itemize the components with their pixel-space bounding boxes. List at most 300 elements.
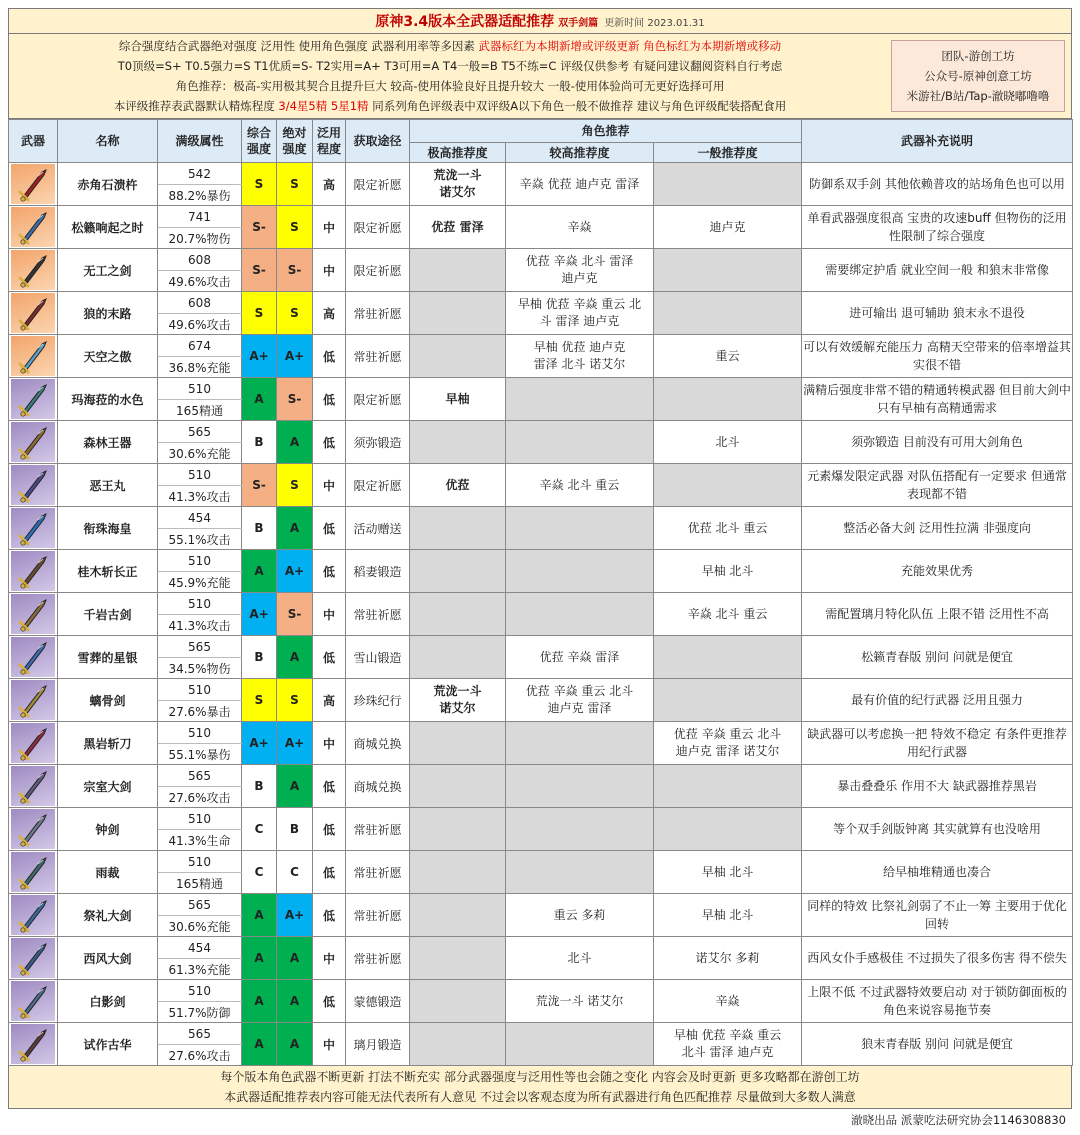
acquire-source: 限定祈愿	[346, 163, 410, 206]
weapon-note: 上限不低 不过武器特效要启动 对于锁防御面板的角色来说容易拖节奏	[802, 980, 1073, 1023]
weapon-note: 进可输出 退可辅助 狼末永不退役	[802, 292, 1073, 335]
medium-recommend: 优菈 辛焱 雷泽	[506, 636, 654, 679]
weapon-sub-stat: 27.6%攻击	[158, 1045, 242, 1066]
absolute-tier: A	[277, 507, 313, 550]
versatility-level: 中	[313, 206, 346, 249]
footer-line-2: 本武器适配推荐表内容可能无法代表所有人意见 不过会以客观态度为所有武器进行角色匹配推荐 尽量做到大多数人满意	[224, 1090, 856, 1104]
medium-recommend	[506, 378, 654, 421]
acquire-source: 活动赠送	[346, 507, 410, 550]
claymore-icon	[16, 682, 50, 718]
medium-recommend: 荒泷一斗 诺艾尔	[506, 980, 654, 1023]
header-versatility: 泛用程度	[313, 120, 346, 163]
weapon-name: 赤角石溃杵	[58, 163, 158, 206]
intro-line-1b: 武器标红为本期新增或评级更新 角色标红为本期新增或移动	[478, 39, 782, 53]
header-weapon: 武器	[9, 120, 58, 163]
weapon-sub-stat: 49.6%攻击	[158, 314, 242, 335]
weapon-sheet	[8, 8, 1072, 1128]
overall-tier: B	[242, 765, 277, 808]
weapon-name: 桂木斩长正	[58, 550, 158, 593]
normal-recommend	[654, 464, 802, 507]
high-recommend	[410, 980, 506, 1023]
weapon-sub-stat: 55.1%暴伤	[158, 744, 242, 765]
weapon-note: 等个双手剑版钟离 其实就算有也没啥用	[802, 808, 1073, 851]
versatility-level: 低	[313, 765, 346, 808]
claymore-icon	[16, 510, 50, 546]
intro-panel	[8, 34, 1072, 119]
overall-tier: S	[242, 292, 277, 335]
medium-recommend	[506, 507, 654, 550]
medium-recommend: 北斗	[506, 937, 654, 980]
weapon-sub-stat: 27.6%暴击	[158, 701, 242, 722]
overall-tier: A+	[242, 722, 277, 765]
weapon-icon-cell	[9, 593, 58, 636]
team-credit-box	[891, 40, 1065, 112]
weapon-sub-stat: 165精通	[158, 400, 242, 421]
medium-recommend	[506, 808, 654, 851]
versatility-level: 低	[313, 378, 346, 421]
weapon-name: 千岩古剑	[58, 593, 158, 636]
table-row	[9, 808, 1073, 830]
absolute-tier: S	[277, 163, 313, 206]
intro-line-3: 角色推荐：极高-实用极其契合且提升巨大 较高-使用体验良好且提升较大 一般-使用体验尚可无更好选择可用	[175, 79, 725, 93]
intro-line-4	[114, 98, 786, 114]
weapon-name: 螭骨剑	[58, 679, 158, 722]
header-medium: 较高推荐度	[506, 143, 654, 163]
medium-recommend: 早柚 优菈 辛焱 重云 北 斗 雷泽 迪卢克	[506, 292, 654, 335]
medium-recommend	[506, 722, 654, 765]
table-row	[9, 894, 1073, 916]
versatility-level: 低	[313, 507, 346, 550]
intro-line-4a: 本评级推荐表武器默认精炼程度	[113, 99, 275, 113]
normal-recommend: 早柚 优菈 辛焱 重云 北斗 雷泽 迪卢克	[654, 1023, 802, 1066]
weapon-sub-stat: 30.6%充能	[158, 443, 242, 464]
medium-recommend: 早柚 优菈 迪卢克 雷泽 北斗 诺艾尔	[506, 335, 654, 378]
absolute-tier: A+	[277, 550, 313, 593]
weapon-base-atk: 741	[158, 206, 242, 228]
weapon-base-atk: 510	[158, 593, 242, 615]
normal-recommend: 早柚 北斗	[654, 894, 802, 937]
weapon-note: 缺武器可以考虑换一把 特效不稳定 有条件更推荐用纪行武器	[802, 722, 1073, 765]
weapon-note: 单看武器强度很高 宝贵的攻速buff 但物伤的泛用性限制了综合强度	[802, 206, 1073, 249]
overall-tier: A	[242, 894, 277, 937]
overall-tier: S	[242, 679, 277, 722]
acquire-source: 常驻祈愿	[346, 937, 410, 980]
overall-tier: A+	[242, 593, 277, 636]
intro-line-4c: 同系列角色评级表中双评级A以下角色一般不做推荐 建议与角色评级配装搭配食用	[372, 99, 787, 113]
high-recommend	[410, 765, 506, 808]
table-row	[9, 206, 1073, 228]
team-platforms: 米游社/B站/Tap-澈晓嘟噜噜	[906, 89, 1050, 103]
weapon-name: 天空之傲	[58, 335, 158, 378]
header-source: 获取途径	[346, 120, 410, 163]
medium-recommend	[506, 550, 654, 593]
absolute-tier: A	[277, 636, 313, 679]
medium-recommend: 辛焱 北斗 重云	[506, 464, 654, 507]
claymore-icon	[16, 166, 50, 202]
versatility-level: 低	[313, 894, 346, 937]
versatility-level: 低	[313, 421, 346, 464]
credit-line: 澈晓出品 派蒙吃法研究协会1146308830	[851, 1113, 1066, 1127]
weapon-note: 充能效果优秀	[802, 550, 1073, 593]
intro-line-2: T0顶级=S+ T0.5强力=S T1优质=S- T2实用=A+ T3可用=A T4一般=B T5不练=C 评级仅供参考 有疑问建议翻阅资料自行考虑	[117, 59, 783, 73]
claymore-icon	[16, 424, 50, 460]
weapon-name: 森林王器	[58, 421, 158, 464]
table-row	[9, 1023, 1073, 1045]
weapon-icon-cell	[9, 679, 58, 722]
weapon-sub-stat: 61.3%充能	[158, 959, 242, 980]
versatility-level: 中	[313, 722, 346, 765]
absolute-tier: A	[277, 1023, 313, 1066]
acquire-source: 限定祈愿	[346, 378, 410, 421]
weapon-icon-cell	[9, 421, 58, 464]
high-recommend: 优菈	[410, 464, 506, 507]
table-row	[9, 249, 1073, 271]
weapon-name: 衔珠海皇	[58, 507, 158, 550]
overall-tier: A	[242, 937, 277, 980]
absolute-tier: S	[277, 464, 313, 507]
weapon-base-atk: 565	[158, 765, 242, 787]
weapon-base-atk: 510	[158, 679, 242, 701]
weapon-icon-cell	[9, 292, 58, 335]
footer-line-1: 每个版本角色武器不断更新 打法不断充实 部分武器强度与泛用性等也会随之变化 内容会及时更新 更多攻略都在游创工坊	[220, 1070, 860, 1084]
table-row	[9, 593, 1073, 615]
claymore-icon	[16, 1026, 50, 1062]
table-row	[9, 722, 1073, 744]
overall-tier: A	[242, 378, 277, 421]
weapon-base-atk: 510	[158, 808, 242, 830]
versatility-level: 低	[313, 980, 346, 1023]
high-recommend	[410, 507, 506, 550]
table-row	[9, 292, 1073, 314]
versatility-level: 中	[313, 1023, 346, 1066]
claymore-icon	[16, 811, 50, 847]
weapon-icon-cell	[9, 206, 58, 249]
claymore-icon	[16, 983, 50, 1019]
high-recommend	[410, 249, 506, 292]
absolute-tier: A+	[277, 894, 313, 937]
versatility-level: 中	[313, 937, 346, 980]
weapon-base-atk: 510	[158, 980, 242, 1002]
high-recommend: 荒泷一斗 诺艾尔	[410, 679, 506, 722]
weapon-note: 松籁青春版 别问 问就是便宜	[802, 636, 1073, 679]
claymore-icon	[16, 295, 50, 331]
weapon-sub-stat: 30.6%充能	[158, 916, 242, 937]
overall-tier: A	[242, 1023, 277, 1066]
absolute-tier: S-	[277, 593, 313, 636]
versatility-level: 高	[313, 163, 346, 206]
normal-recommend: 迪卢克	[654, 206, 802, 249]
normal-recommend: 重云	[654, 335, 802, 378]
high-recommend	[410, 937, 506, 980]
intro-text	[9, 34, 891, 118]
weapon-sub-stat: 49.6%攻击	[158, 271, 242, 292]
overall-tier: S	[242, 163, 277, 206]
header-name: 名称	[58, 120, 158, 163]
weapon-sub-stat: 41.3%攻击	[158, 615, 242, 636]
weapon-name: 狼的末路	[58, 292, 158, 335]
absolute-tier: A+	[277, 722, 313, 765]
versatility-level: 中	[313, 593, 346, 636]
versatility-level: 中	[313, 464, 346, 507]
weapon-name: 白影剑	[58, 980, 158, 1023]
weapon-name: 松籁响起之时	[58, 206, 158, 249]
medium-recommend: 重云 多莉	[506, 894, 654, 937]
acquire-source: 商城兑换	[346, 722, 410, 765]
weapon-name: 雪葬的星银	[58, 636, 158, 679]
weapon-icon-cell	[9, 1023, 58, 1066]
acquire-source: 常驻祈愿	[346, 335, 410, 378]
weapon-name: 雨裁	[58, 851, 158, 894]
acquire-source: 常驻祈愿	[346, 851, 410, 894]
high-recommend	[410, 550, 506, 593]
weapon-base-atk: 565	[158, 421, 242, 443]
high-recommend	[410, 1023, 506, 1066]
header-stats: 满级属性	[158, 120, 242, 163]
weapon-base-atk: 510	[158, 550, 242, 572]
high-recommend	[410, 851, 506, 894]
weapon-icon-cell	[9, 937, 58, 980]
claymore-icon	[16, 940, 50, 976]
claymore-icon	[16, 639, 50, 675]
absolute-tier: A	[277, 421, 313, 464]
weapon-note: 暴击叠叠乐 作用不大 缺武器推荐黑岩	[802, 765, 1073, 808]
high-recommend: 优菈 雷泽	[410, 206, 506, 249]
normal-recommend: 早柚 北斗	[654, 851, 802, 894]
weapon-icon-cell	[9, 980, 58, 1023]
high-recommend	[410, 808, 506, 851]
absolute-tier: S	[277, 679, 313, 722]
weapon-name: 钟剑	[58, 808, 158, 851]
high-recommend	[410, 335, 506, 378]
weapon-note: 西风女仆手感极佳 不过损失了很多伤害 得不偿失	[802, 937, 1073, 980]
header-normal: 一般推荐度	[654, 143, 802, 163]
weapon-icon-cell	[9, 249, 58, 292]
weapon-icon-cell	[9, 894, 58, 937]
absolute-tier: S-	[277, 249, 313, 292]
weapon-sub-stat: 27.6%攻击	[158, 787, 242, 808]
high-recommend	[410, 722, 506, 765]
claymore-icon	[16, 381, 50, 417]
weapon-sub-stat: 41.3%攻击	[158, 486, 242, 507]
header-notes: 武器补充说明	[802, 120, 1073, 163]
weapon-icon-cell	[9, 722, 58, 765]
weapon-sub-stat: 41.3%生命	[158, 830, 242, 851]
claymore-icon	[16, 725, 50, 761]
versatility-level: 低	[313, 335, 346, 378]
weapon-base-atk: 454	[158, 937, 242, 959]
normal-recommend: 辛焱	[654, 980, 802, 1023]
weapon-base-atk: 565	[158, 894, 242, 916]
absolute-tier: A	[277, 937, 313, 980]
table-row	[9, 550, 1073, 572]
normal-recommend: 优菈 辛焱 重云 北斗 迪卢克 雷泽 诺艾尔	[654, 722, 802, 765]
normal-recommend: 优菈 北斗 重云	[654, 507, 802, 550]
normal-recommend	[654, 808, 802, 851]
weapon-icon-cell	[9, 464, 58, 507]
weapon-name: 无工之剑	[58, 249, 158, 292]
weapon-icon-cell	[9, 636, 58, 679]
table-row	[9, 378, 1073, 400]
weapon-base-atk: 510	[158, 464, 242, 486]
acquire-source: 限定祈愿	[346, 249, 410, 292]
acquire-source: 稻妻锻造	[346, 550, 410, 593]
medium-recommend	[506, 765, 654, 808]
team-official: 公众号-原神创意工坊	[924, 69, 1032, 83]
absolute-tier: S	[277, 206, 313, 249]
claymore-icon	[16, 467, 50, 503]
overall-tier: B	[242, 636, 277, 679]
high-recommend: 荒泷一斗 诺艾尔	[410, 163, 506, 206]
normal-recommend: 北斗	[654, 421, 802, 464]
medium-recommend: 优菈 辛焱 重云 北斗 迪卢克 雷泽	[506, 679, 654, 722]
versatility-level: 低	[313, 636, 346, 679]
weapon-base-atk: 565	[158, 1023, 242, 1045]
acquire-source: 商城兑换	[346, 765, 410, 808]
title-bar	[8, 8, 1072, 34]
weapon-name: 恶王丸	[58, 464, 158, 507]
page-title: 原神3.4版本全武器适配推荐	[375, 14, 555, 30]
claymore-icon	[16, 553, 50, 589]
overall-tier: S-	[242, 464, 277, 507]
intro-line-1	[119, 38, 781, 54]
acquire-source: 常驻祈愿	[346, 808, 410, 851]
weapon-note: 可以有效缓解充能压力 高精天空带来的倍率增益其实很不错	[802, 335, 1073, 378]
weapon-sub-stat: 36.8%充能	[158, 357, 242, 378]
overall-tier: S-	[242, 249, 277, 292]
weapon-sub-stat: 20.7%物伤	[158, 228, 242, 249]
normal-recommend: 早柚 北斗	[654, 550, 802, 593]
normal-recommend: 辛焱 北斗 重云	[654, 593, 802, 636]
overall-tier: C	[242, 808, 277, 851]
overall-tier: A+	[242, 335, 277, 378]
normal-recommend	[654, 765, 802, 808]
update-date: 更新时间 2023.01.31	[604, 17, 705, 29]
table-row	[9, 980, 1073, 1002]
acquire-source: 蒙德锻造	[346, 980, 410, 1023]
weapon-icon-cell	[9, 507, 58, 550]
intro-line-1a: 综合强度结合武器绝对强度 泛用性 使用角色强度 武器利用率等多因素	[118, 39, 475, 53]
acquire-source: 须弥锻造	[346, 421, 410, 464]
table-row	[9, 464, 1073, 486]
weapon-name: 宗室大剑	[58, 765, 158, 808]
weapon-icon-cell	[9, 808, 58, 851]
high-recommend	[410, 894, 506, 937]
weapon-note: 防御系双手剑 其他依赖普攻的站场角色也可以用	[802, 163, 1073, 206]
weapon-base-atk: 542	[158, 163, 242, 185]
normal-recommend	[654, 636, 802, 679]
normal-recommend: 诺艾尔 多莉	[654, 937, 802, 980]
weapon-base-atk: 674	[158, 335, 242, 357]
weapon-base-atk: 510	[158, 851, 242, 873]
weapon-note: 狼末青春版 别问 问就是便宜	[802, 1023, 1073, 1066]
table-row	[9, 765, 1073, 787]
weapon-note: 同样的特效 比祭礼剑弱了不止一筹 主要用于优化回转	[802, 894, 1073, 937]
weapon-rows	[9, 163, 1073, 1066]
weapon-icon-cell	[9, 378, 58, 421]
weapon-icon-cell	[9, 335, 58, 378]
weapon-icon-cell	[9, 163, 58, 206]
weapon-note: 最有价值的纪行武器 泛用且强力	[802, 679, 1073, 722]
table-row	[9, 679, 1073, 701]
acquire-source: 常驻祈愿	[346, 894, 410, 937]
normal-recommend	[654, 378, 802, 421]
table-row	[9, 851, 1073, 873]
claymore-icon	[16, 768, 50, 804]
claymore-icon	[16, 338, 50, 374]
medium-recommend	[506, 593, 654, 636]
overall-tier: B	[242, 421, 277, 464]
high-recommend	[410, 421, 506, 464]
acquire-source: 珍珠纪行	[346, 679, 410, 722]
versatility-level: 中	[313, 249, 346, 292]
table-row	[9, 163, 1073, 185]
weapon-sub-stat: 165精通	[158, 873, 242, 894]
header-roles: 角色推荐	[410, 120, 802, 143]
claymore-icon	[16, 596, 50, 632]
acquire-source: 常驻祈愿	[346, 593, 410, 636]
high-recommend	[410, 593, 506, 636]
acquire-source: 限定祈愿	[346, 464, 410, 507]
weapon-note: 需配置璃月特化队伍 上限不错 泛用性不高	[802, 593, 1073, 636]
overall-tier: C	[242, 851, 277, 894]
absolute-tier: A	[277, 980, 313, 1023]
overall-tier: S-	[242, 206, 277, 249]
weapon-note: 满精后强度非常不错的精通转模武器 但目前大剑中只有早柚有高精通需求	[802, 378, 1073, 421]
medium-recommend: 辛焱 优菈 迪卢克 雷泽	[506, 163, 654, 206]
intro-line-4b: 3/4星5精 5星1精	[278, 99, 369, 113]
normal-recommend	[654, 163, 802, 206]
acquire-source: 常驻祈愿	[346, 292, 410, 335]
versatility-level: 低	[313, 851, 346, 894]
weapon-base-atk: 608	[158, 249, 242, 271]
weapon-base-atk: 565	[158, 636, 242, 658]
weapon-icon-cell	[9, 851, 58, 894]
overall-tier: A	[242, 980, 277, 1023]
weapon-note: 需要绑定护盾 就业空间一般 和狼末非常像	[802, 249, 1073, 292]
absolute-tier: S	[277, 292, 313, 335]
weapon-note: 整活必备大剑 泛用性拉满 非强度向	[802, 507, 1073, 550]
medium-recommend: 辛焱	[506, 206, 654, 249]
acquire-source: 璃月锻造	[346, 1023, 410, 1066]
medium-recommend	[506, 1023, 654, 1066]
weapon-sub-stat: 55.1%攻击	[158, 529, 242, 550]
claymore-icon	[16, 252, 50, 288]
absolute-tier: S-	[277, 378, 313, 421]
header-absolute: 绝对强度	[277, 120, 313, 163]
weapon-note: 元素爆发限定武器 对队伍搭配有一定要求 但通常表现都不错	[802, 464, 1073, 507]
table-row	[9, 937, 1073, 959]
weapon-table	[8, 119, 1073, 1066]
weapon-name: 试作古华	[58, 1023, 158, 1066]
weapon-base-atk: 510	[158, 378, 242, 400]
versatility-level: 高	[313, 292, 346, 335]
medium-recommend	[506, 421, 654, 464]
normal-recommend	[654, 249, 802, 292]
claymore-icon	[16, 854, 50, 890]
table-row	[9, 636, 1073, 658]
medium-recommend	[506, 851, 654, 894]
versatility-level: 低	[313, 808, 346, 851]
acquire-source: 限定祈愿	[346, 206, 410, 249]
weapon-note: 须弥锻造 目前没有可用大剑角色	[802, 421, 1073, 464]
weapon-sub-stat: 34.5%物伤	[158, 658, 242, 679]
weapon-name: 祭礼大剑	[58, 894, 158, 937]
high-recommend	[410, 292, 506, 335]
high-recommend: 早柚	[410, 378, 506, 421]
absolute-tier: A	[277, 765, 313, 808]
weapon-sub-stat: 45.9%充能	[158, 572, 242, 593]
normal-recommend	[654, 292, 802, 335]
